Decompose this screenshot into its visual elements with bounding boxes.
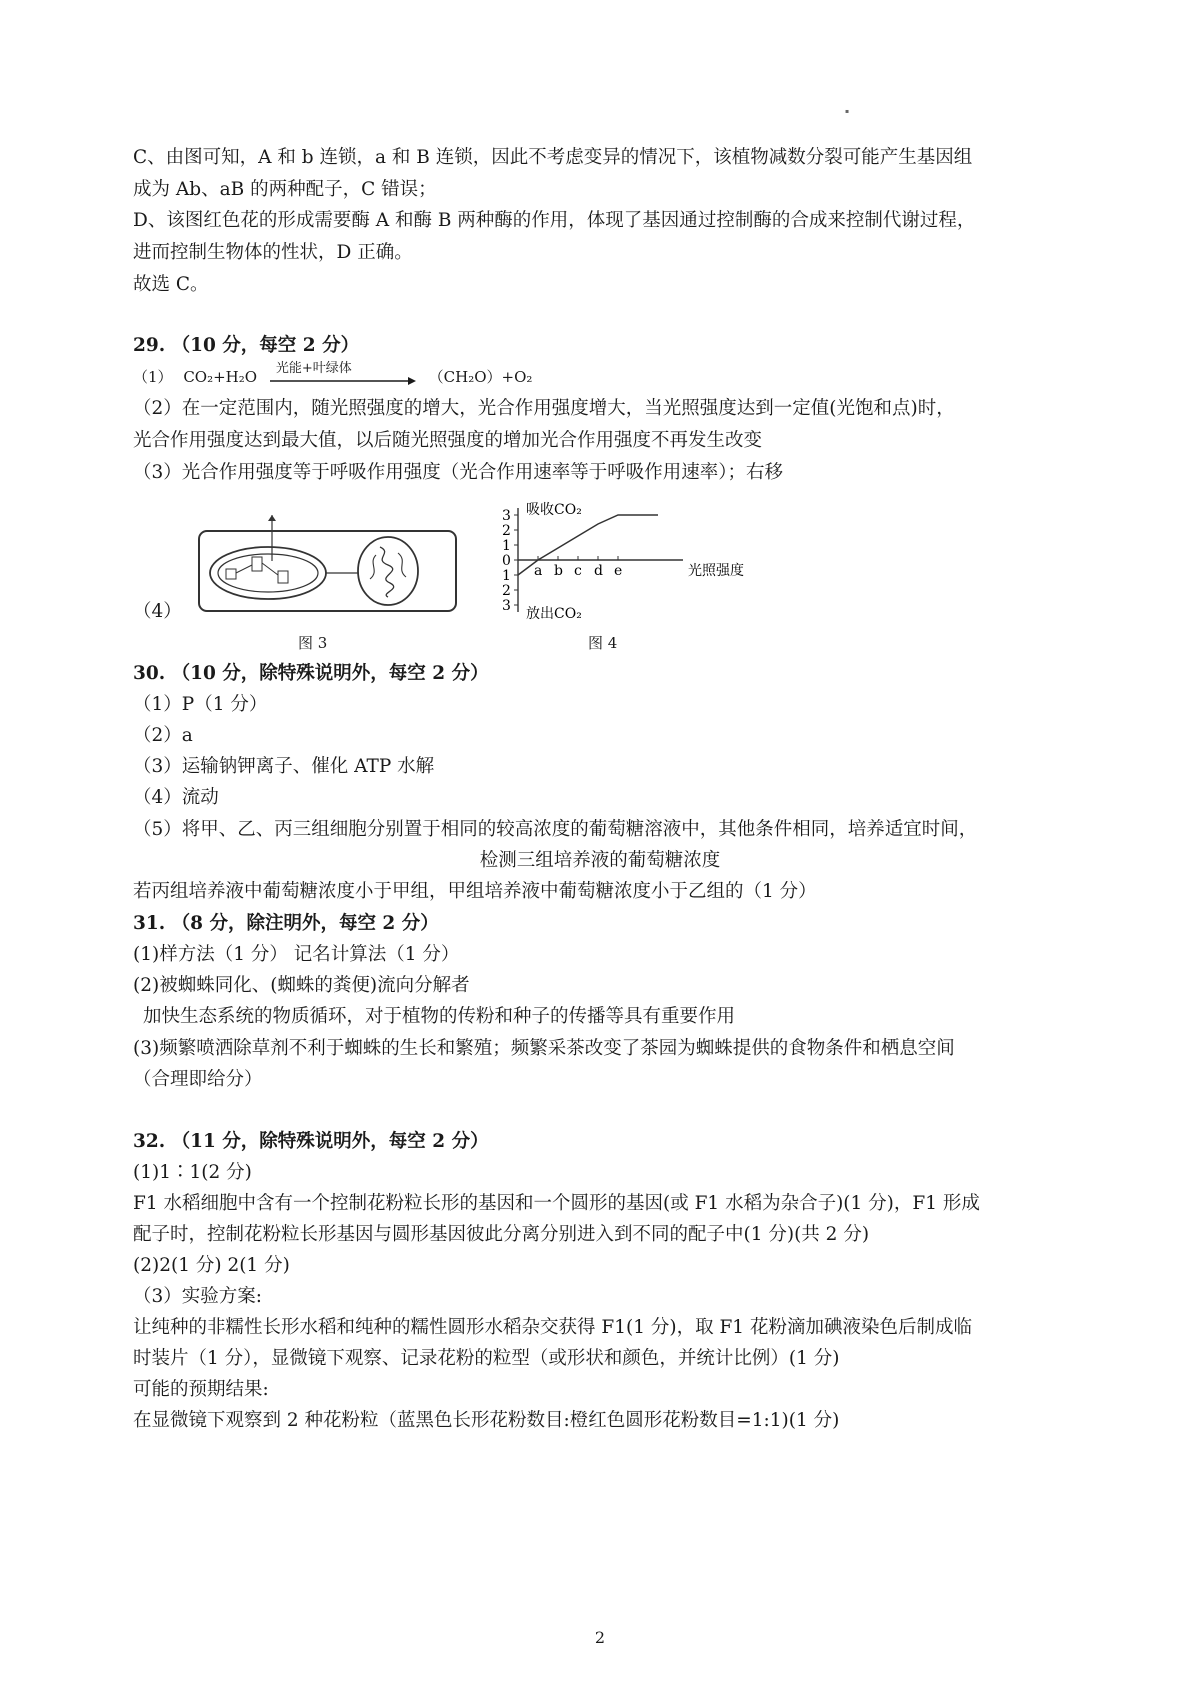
y-tick-label: 1 <box>502 568 511 584</box>
q31-2-line-1: (2)被蜘蛛同化、(蜘蛛的粪便)流向分解者 <box>133 975 470 996</box>
q32-heading: 32. （11 分，除特殊说明外，每空 2 分） <box>133 1131 489 1152</box>
q31-3-line-2: （合理即给分） <box>133 1069 263 1090</box>
y-label-top: 吸收CO₂ <box>526 502 582 518</box>
q29-2-line-1: （2）在一定范围内，随光照强度的增大，光合作用强度增大，当光照强度达到一定值(光饱和点)时， <box>133 398 955 419</box>
q32-1-line-1: F1 水稻细胞中含有一个控制花粉粒长形的基因和一个圆形的基因(或 F1 水稻为杂合子)(1 分)，F1 形成 <box>133 1193 980 1214</box>
answer-d-line-2: 进而控制生物体的性状，D 正确。 <box>133 242 413 263</box>
q32-4-line-1: 在显微镜下观察到 2 种花粉粒（蓝黑色长形花粉数目:橙红色圆形花粉数目=1:1)(1 分) <box>133 1410 840 1431</box>
figure-4-chart <box>488 494 758 624</box>
q31-3-line-1: (3)频繁喷洒除草剂不利于蜘蛛的生长和繁殖；频繁采茶改变了茶园为蜘蛛提供的食物条件和栖息空间 <box>133 1038 955 1059</box>
q29-2-line-2: 光合作用强度达到最大值，以后随光照强度的增加光合作用强度不再发生改变 <box>133 430 763 451</box>
arrow-icon <box>268 373 418 391</box>
q32-3-line-1: 让纯种的非糯性长形水稻和纯种的糯性圆形水稻杂交获得 F1(1 分)，取 F1 花粉滴加碘液染色后制成临 <box>133 1317 972 1338</box>
x-tick-label: b <box>554 563 563 579</box>
y-label-bottom: 放出CO₂ <box>526 606 582 622</box>
q31-heading: 31. （8 分，除注明外，每空 2 分） <box>133 913 439 934</box>
page-number: 2 <box>594 1628 606 1647</box>
answer-choice: 故选 C。 <box>133 274 209 295</box>
q30-5-line-3: 若丙组培养液中葡萄糖浓度小于甲组，甲组培养液中葡萄糖浓度小于乙组的（1 分） <box>133 881 817 902</box>
q30-4: （4）流动 <box>133 787 219 808</box>
figure-4-caption: 图 4 <box>588 634 618 652</box>
q32-1-line-2: 配子时，控制花粉粒长形基因与圆形基因彼此分离分别进入到不同的配子中(1 分)(共 2 分) <box>133 1224 870 1245</box>
equation-reactants: CO₂+H₂O <box>183 368 258 386</box>
x-tick-label: d <box>594 563 603 579</box>
x-tick-label: e <box>614 563 623 579</box>
figure-3-cell-diagram <box>198 515 458 625</box>
q32-3: （3）实验方案: <box>133 1286 263 1307</box>
arrow-label: 光能+叶绿体 <box>275 361 352 376</box>
q31-1: (1)样方法（1 分） 记名计算法（1 分） <box>133 944 460 965</box>
q30-5-line-1: （5）将甲、乙、丙三组细胞分别置于相同的较高浓度的葡萄糖溶液中，其他条件相同，培养适宜时间， <box>133 819 978 840</box>
q32-1: (1)1∶1(2 分) <box>133 1162 252 1183</box>
q30-2: （2）a <box>133 725 193 746</box>
y-tick-label: 3 <box>502 508 511 524</box>
q29-1-prefix: （1） <box>133 368 173 386</box>
y-tick-label: 2 <box>502 523 511 539</box>
q31-2-line-2: 加快生态系统的物质循环，对于植物的传粉和种子的传播等具有重要作用 <box>143 1006 736 1027</box>
q30-5-line-2: 检测三组培养液的葡萄糖浓度 <box>479 850 721 871</box>
q29-equation <box>133 361 533 389</box>
answer-c-line-1: C、由图可知，A 和 b 连锁，a 和 B 连锁，因此不考虑变异的情况下，该植物减数分裂可能产生基因组 <box>133 147 973 168</box>
scan-mark: ▪ <box>845 108 850 115</box>
x-tick-label: c <box>574 563 582 579</box>
y-tick-label: 1 <box>502 538 511 554</box>
reaction-arrow <box>268 361 418 387</box>
figure-area <box>133 500 773 660</box>
q32-2: (2)2(1 分) 2(1 分) <box>133 1255 290 1276</box>
q29-heading: 29. （10 分，每空 2 分） <box>133 335 360 356</box>
y-tick-label: 3 <box>502 598 511 614</box>
q30-3: （3）运输钠钾离子、催化 ATP 水解 <box>133 756 435 777</box>
x-axis-label: 光照强度 <box>688 563 744 579</box>
q32-4: 可能的预期结果: <box>133 1379 269 1400</box>
figure-3-caption: 图 3 <box>298 634 328 652</box>
q32-3-line-2: 时装片（1 分），显微镜下观察、记录花粉的粒型（或形状和颜色，并统计比例）(1 分) <box>133 1348 840 1369</box>
answer-c-line-2: 成为 Ab、aB 的两种配子，C 错误； <box>133 179 437 200</box>
answer-d-line-1: D、该图红色花的形成需要酶 A 和酶 B 两种酶的作用，体现了基因通过控制酶的合成来控制代谢过程， <box>133 210 976 231</box>
y-tick-label: 2 <box>502 583 511 599</box>
x-tick-label: a <box>534 563 543 579</box>
equation-products: （CH₂O）+O₂ <box>428 368 533 386</box>
q30-heading: 30. （10 分，除特殊说明外，每空 2 分） <box>133 663 489 684</box>
q30-1: （1）P（1 分） <box>133 694 268 715</box>
q29-3: （3）光合作用强度等于呼吸作用强度（光合作用速率等于呼吸作用速率）；右移 <box>133 462 784 483</box>
y-tick-label: 0 <box>502 553 511 569</box>
q29-4: （4） <box>133 601 182 622</box>
